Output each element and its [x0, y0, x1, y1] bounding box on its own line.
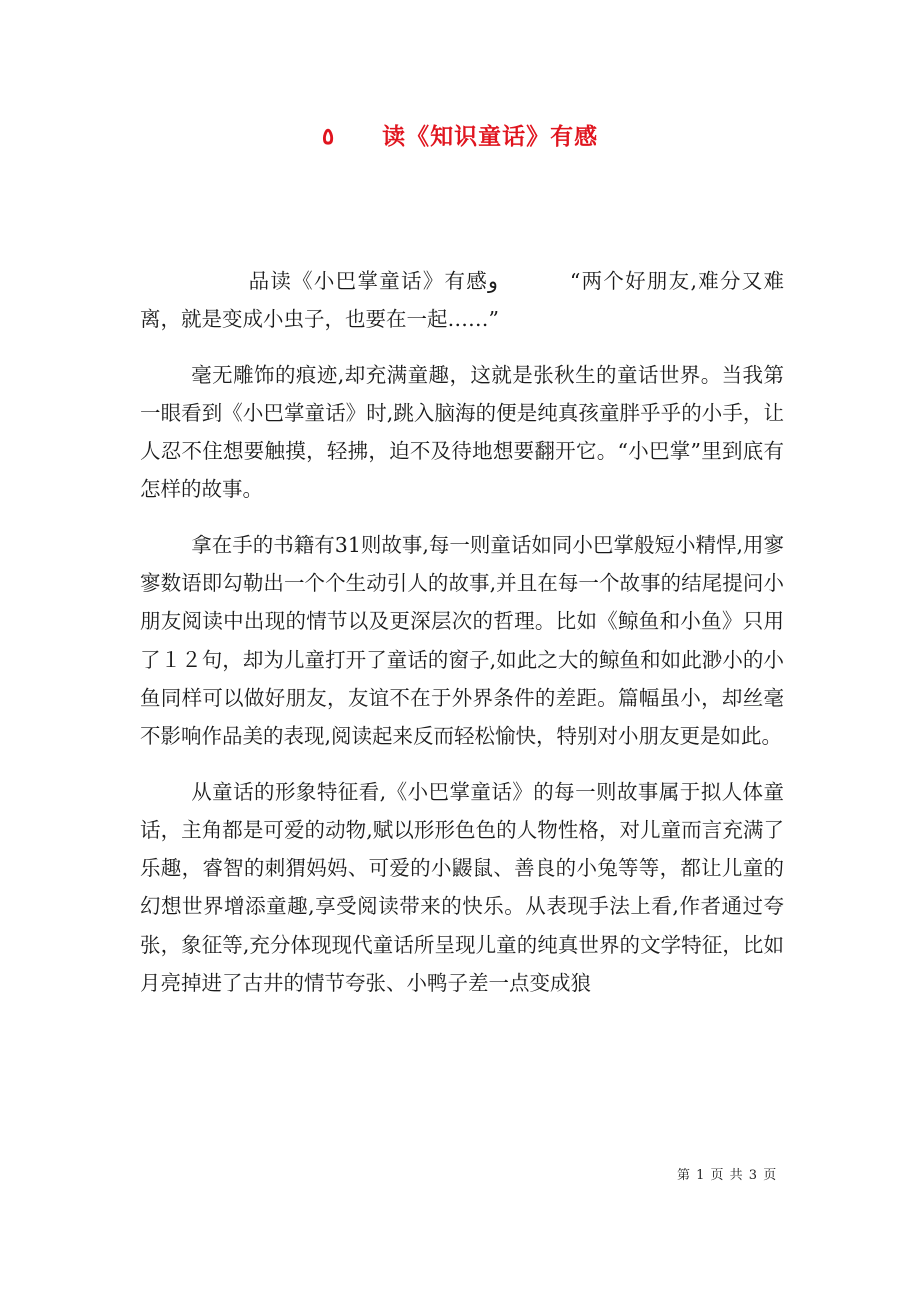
title-text: 读《知识童话》有感: [382, 123, 599, 150]
paragraph-1-heading: 品读《小巴掌童话》有感و: [248, 269, 498, 293]
paragraph-1-quote: “两个好朋友,难分又难离，就是变成小虫子，也要在一起……”: [140, 269, 784, 332]
page-number-footer: 第 1 页 共 3 页: [677, 1168, 778, 1183]
document-body: [140, 262, 784, 1019]
paragraph-3: 拿在手的书籍有31则故事,每一则童话如同小巴掌般短小精悍,用寥寥数语即勾勒出一个个生动引人的故事,并且在每一个故事的结尾提问小朋友阅读中出现的情节以及更深层次的哲理。比如《鲸鱼和小鱼》只用了１２句，却为儿童打开了童话的窗子,如此之大的鲸鱼和如此渺小的小鱼同样可以做好朋友，友谊不在于外界条件的差距。篇幅虽小，却丝毫不影响作品美的表现,阅读起来反而轻松愉快，特别对小朋友更是如此。: [140, 532, 784, 749]
paragraph-4: 从童话的形象特征看,《小巴掌童话》的每一则故事属于拟人体童话，主角都是可爱的动物,赋以形形色色的人物性格，对儿童而言充满了乐趣，睿智的刺猬妈妈、可爱的小鼹鼠、善良的小兔等等，都让儿童的幻想世界增添童趣,享受阅读带来的快乐。从表现手法上看,作者通过夸张，象征等,充分体现现代童话所呈现儿童的纯真世界的文学特征，比如月亮掉进了古井的情节夸张、小鸭子差一点变成狼: [140, 779, 784, 996]
paragraph-2: 毫无雕饰的痕迹,却充满童趣，这就是张秋生的童话世界。当我第一眼看到《小巴掌童话》时,跳入脑海的便是纯真孩童胖乎乎的小手，让人忍不住想要触摸，轻拂，迫不及待地想要翻开它。“小巴掌”里到底有怎样的故事。: [140, 362, 784, 502]
title-marker: ٥: [321, 123, 335, 150]
paragraph-1: [140, 262, 784, 339]
document-title: [0, 118, 920, 151]
